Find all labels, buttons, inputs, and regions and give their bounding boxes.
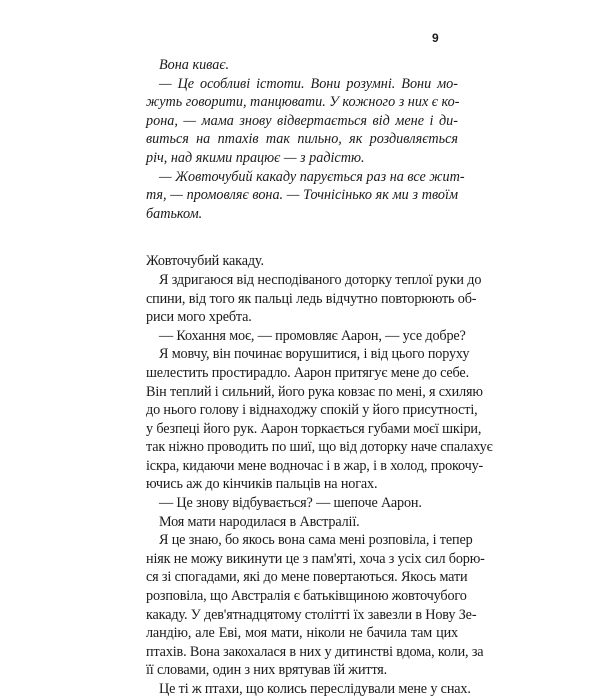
text-line: Моя мати народилася в Австралії.: [159, 513, 360, 530]
text-line: Це ті ж птахи, що колись переслідували мене у снах.: [159, 681, 471, 697]
text-line: річ, над якими працює — з радістю.: [146, 149, 365, 166]
text-line: — Це особливі істоти. Вони розумні. Вони мо-: [159, 75, 458, 92]
text-line: виться на птахів так пильно, як роздивляється: [146, 131, 458, 148]
text-line: какаду. У дев'ятнадцятому столітті їх завезли в Нову Зе-: [146, 606, 477, 623]
text-line: батьком.: [146, 205, 203, 222]
text-line: тя, — промовляє вона. — Точнісінько як ми з твоїм: [146, 187, 458, 204]
text-line: іскра, кидаючи мене водночас і в жар, і в холод, прокочу-: [146, 457, 484, 474]
text-line: розповіла, що Австралія є батьківщиною жовточубого: [146, 588, 467, 605]
page-text: [146, 56, 493, 699]
text-line: жуть говорити, танцювати. У кожного з них є ко-: [146, 94, 460, 111]
text-line: — Це знову відбувається? — шепоче Аарон.: [159, 495, 422, 512]
page-number: 9: [432, 31, 439, 45]
text-line: Жовточубий какаду.: [146, 253, 264, 270]
regular-passage: [146, 252, 493, 698]
text-line: рона, — мама знову відвертається від мене і ди-: [146, 112, 458, 129]
text-line: Я це знаю, бо якось вона сама мені розповіла, і тепер: [159, 532, 473, 549]
text-line: так ніжно проводить по шиї, що від доторку наче спалахує: [146, 439, 493, 456]
text-line: її словами, один з них врятував їй життя.: [146, 662, 388, 679]
text-line: спини, від того як пальці ледь відчутно повторюють об-: [146, 290, 477, 307]
text-line: ніяк не можу викинути це з пам'яті, хоча з усіх сил борю-: [146, 550, 485, 567]
text-line: Я мовчу, він починає ворушитися, і від цього поруху: [159, 346, 470, 363]
italic-passage: [146, 56, 465, 223]
text-line: — Жовточубий какаду парується раз на все жит-: [159, 168, 465, 185]
text-line: до нього голову і віднаходжу спокій у його присутності,: [146, 402, 478, 419]
section-gap: [146, 223, 458, 252]
text-line: Вона киває.: [159, 57, 230, 73]
text-line: Він теплий і сильний, його рука ковзає по мені, я схиляю: [146, 383, 483, 400]
text-line: у безпеці його рук. Аарон торкається губами моєї шкіри,: [146, 420, 482, 437]
text-line: ючись аж до кінчиків пальців на ногах.: [146, 476, 378, 493]
text-line: риси мого хребта.: [146, 309, 252, 326]
text-line: Я здригаюся від несподіваного доторку теплої руки до: [159, 271, 482, 288]
text-line: птахів. Вона закохалася в них у дитинстві вдома, коли, за: [146, 643, 484, 660]
text-line: ландію, але Еві, моя мати, ніколи не бачила там цих: [146, 625, 458, 642]
text-line: — Кохання моє, — промовляє Аарон, — усе добре?: [159, 327, 466, 344]
text-line: шелестить простирадло. Аарон притягує мене до себе.: [146, 364, 469, 381]
text-line: ся зі спогадами, які до мене повертаються. Якось мати: [146, 569, 468, 586]
